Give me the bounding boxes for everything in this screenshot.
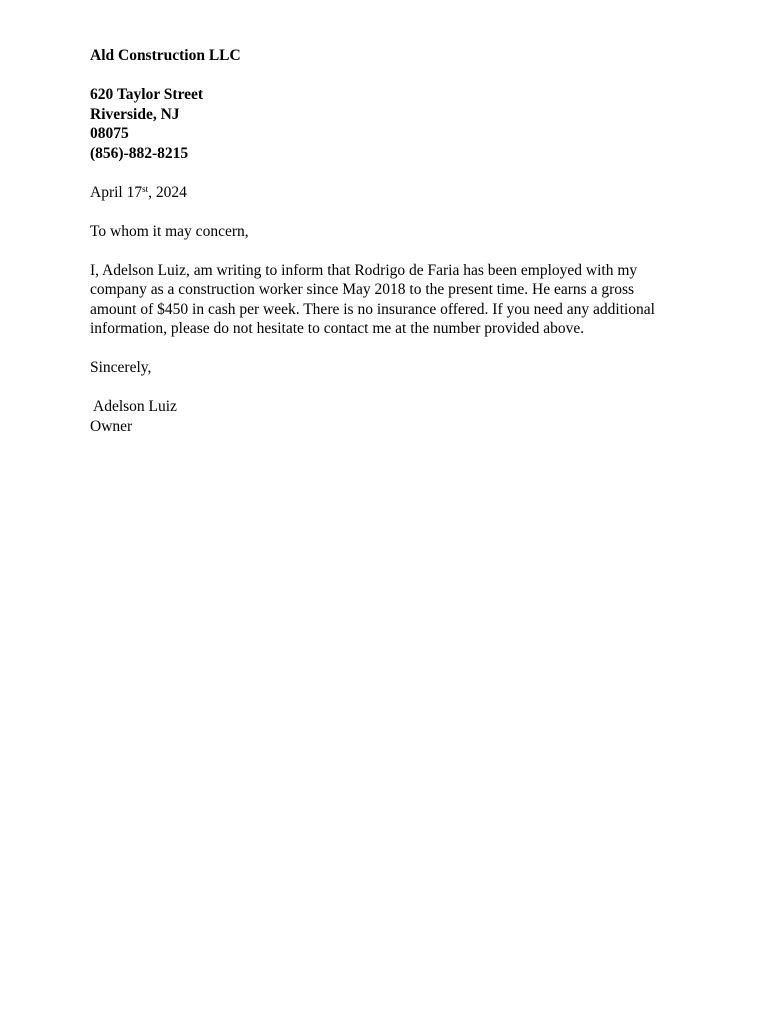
letter-body: I, Adelson Luiz, am writing to inform that Rodrigo de Faria has been employed with my company as a construction worker since May 2018 to the present time. He earns a gross amount of $450 in cash per week. There is no insurance offered. If you need any additional information, please do not hesitate to contact me at the number provided above. [90, 261, 655, 337]
signer-title: Owner [90, 417, 133, 435]
date-year: , 2024 [148, 183, 187, 201]
date-suffix: st [142, 183, 149, 194]
salutation: To whom it may concern, [90, 222, 249, 240]
signer-name: Adelson Luiz [93, 398, 177, 415]
letter-date [90, 183, 680, 203]
closing: Sincerely, [90, 359, 152, 376]
address-phone: (856)-882-8215 [90, 144, 189, 162]
date-month-day: April 17 [90, 183, 143, 201]
company-name: Ald Construction LLC [90, 47, 241, 64]
address-city-state: Riverside, NJ [90, 105, 180, 123]
company-address [90, 85, 680, 163]
address-street: 620 Taylor Street [90, 86, 204, 103]
letter-document [90, 46, 680, 436]
address-zip: 08075 [90, 125, 129, 142]
